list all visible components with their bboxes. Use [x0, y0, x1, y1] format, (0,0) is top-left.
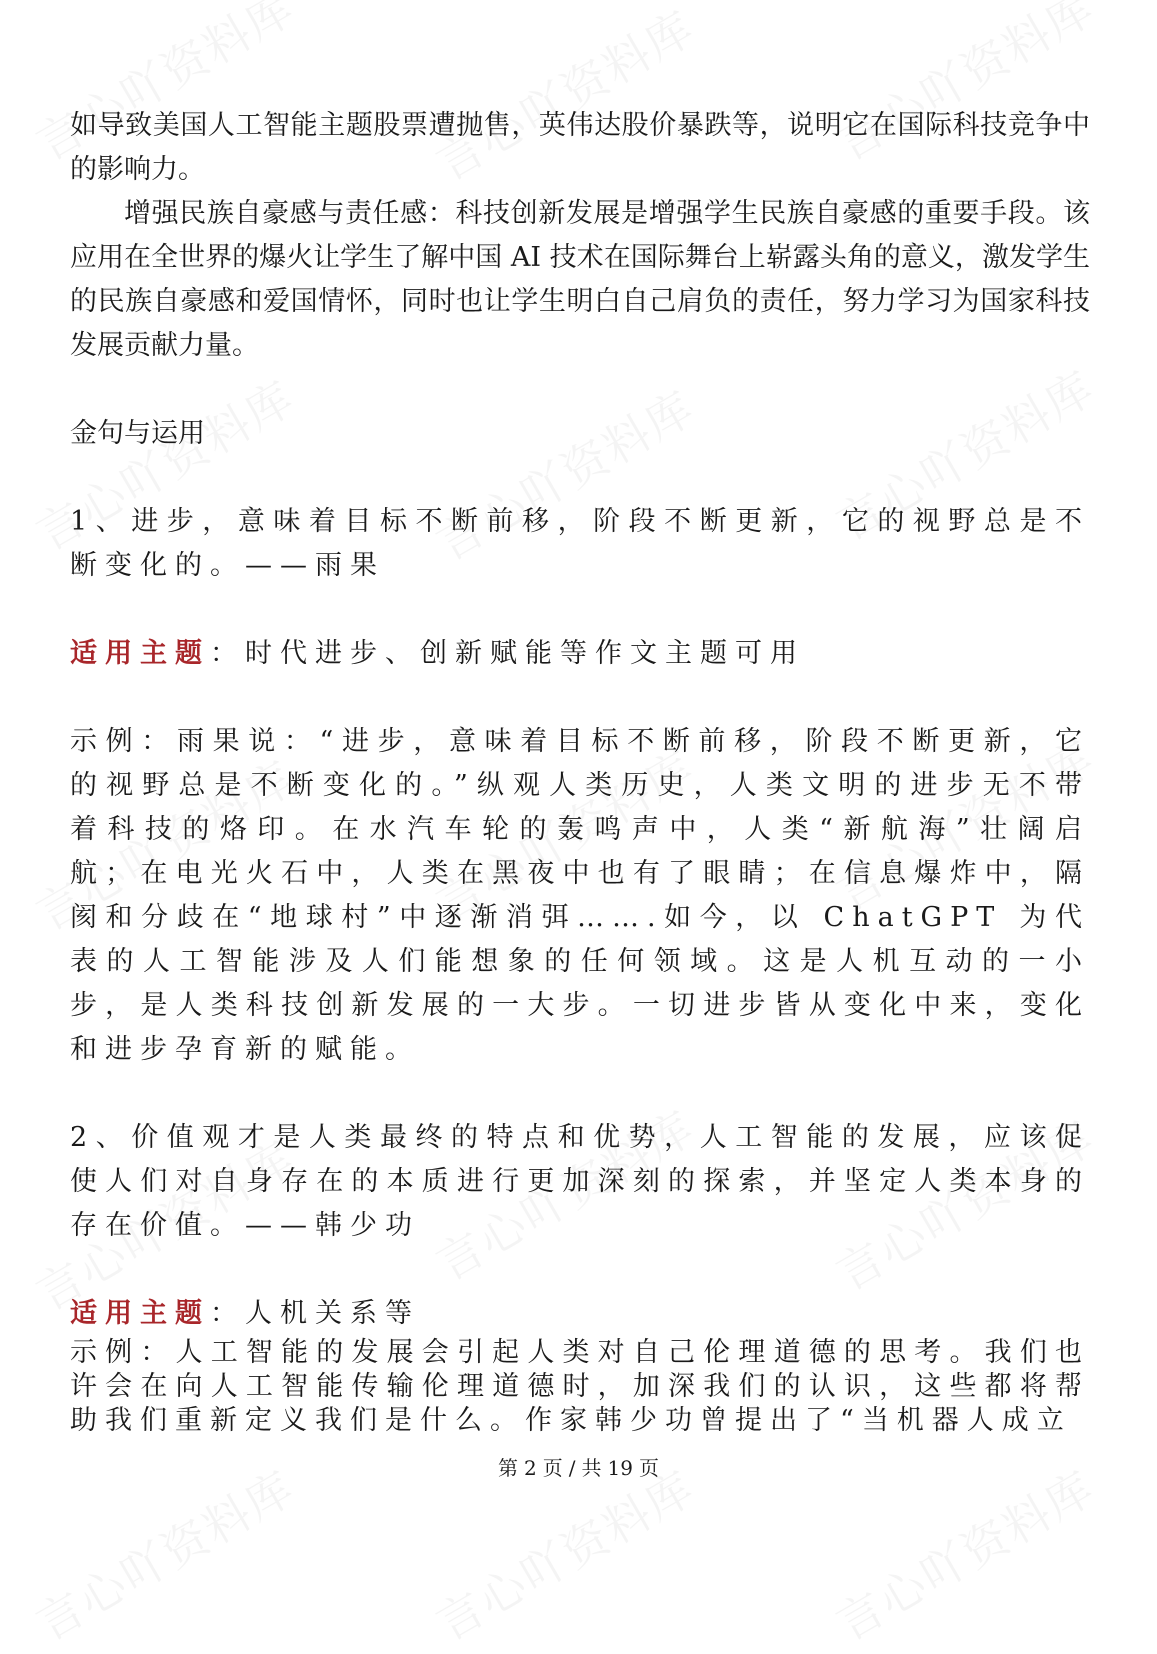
- page-footer: [0, 1452, 1157, 1481]
- footer-page-unit: 页: [542, 1456, 563, 1480]
- footer-total-unit: 页: [638, 1456, 659, 1480]
- example-2: 示例：人工智能的发展会引起人类对自己伦理道德的思考。我们也许会在向人工智能传输伦理道德时，加深我们的认识，这些都将帮助我们重新定义我们是什么。作家韩少功曾提出了“当机器人成立: [70, 1337, 1090, 1436]
- watermark-text: [23, 1452, 305, 1653]
- theme-separator: ：: [210, 1298, 245, 1329]
- paragraph-national-pride: 增强民族自豪感与责任感：科技创新发展是增强学生民族自豪感的重要手段。该应用在全世界的爆火让学生了解中国 AI 技术在国际舞台上崭露头角的意义，激发学生的民族自豪感和爱国情怀，同时也让学生明白自己肩负的责任，努力学习为国家科技发展贡献力量。: [70, 198, 1090, 361]
- watermark-text: [423, 1452, 705, 1653]
- paragraph-intro-continuation: 如导致美国人工智能主题股票遭抛售，英伟达股价暴跌等，说明它在国际科技竞争中的影响力。: [70, 110, 1090, 185]
- watermark-text: [823, 1452, 1105, 1653]
- quote-2: 2、价值观才是人类最终的特点和优势，人工智能的发展，应该促使人们对自身存在的本质进行更加深刻的探索，并坚定人类本身的存在价值。——韩少功: [70, 1122, 1090, 1241]
- footer-total-pages: 19: [607, 1456, 633, 1480]
- theme-separator: ：: [210, 638, 245, 669]
- document-body: [70, 104, 1090, 1438]
- theme-label: 适用主题: [70, 638, 210, 669]
- footer-prefix: 第: [498, 1456, 519, 1480]
- quote-1: 1、进步，意味着目标不断前移，阶段不断更新，它的视野总是不断变化的。——雨果: [70, 506, 1090, 581]
- theme-line-1: [70, 632, 1090, 676]
- footer-page-number: 2: [524, 1456, 537, 1480]
- footer-total-prefix: 共: [581, 1456, 602, 1480]
- example-1: 示例：雨果说：“进步，意味着目标不断前移，阶段不断更新，它的视野总是不断变化的。”纵观人类历史，人类文明的进步无不带着科技的烙印。在水汽车轮的轰鸣声中，人类“新航海”壮阔启航；在电光火石中，人类在黑夜中也有了眼睛；在信息爆炸中，隔阂和分歧在“地球村”中逐渐消弭…….如今，以 ChatGPT 为代表的人工智能涉及人们能想象的任何领域。这是人机互动的一小步，是人类科技创新发展的一大步。一切进步皆从变化中来，变化和进步孕育新的赋能。: [70, 726, 1090, 1065]
- theme-text: 时代进步、创新赋能等作文主题可用: [245, 638, 805, 669]
- theme-text: 人机关系等: [245, 1298, 420, 1329]
- footer-slash: /: [568, 1456, 576, 1480]
- theme-label: 适用主题: [70, 1298, 210, 1329]
- theme-line-2: [70, 1292, 1090, 1336]
- section-heading: 金句与运用: [70, 418, 205, 449]
